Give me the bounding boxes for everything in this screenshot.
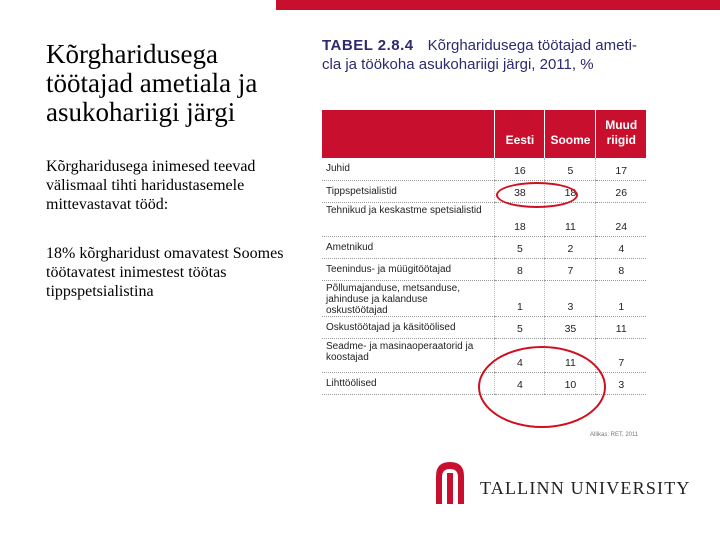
row-label: Teenindus- ja müügitöötajad bbox=[322, 258, 495, 280]
row-label: Põllumajanduse, metsanduse, jahinduse ja kalanduse oskustöötajad bbox=[322, 280, 495, 316]
table-caption: Kõrgharidusega töötajad ameti-cla ja töökoha asukohariigi järgi, 2011, % bbox=[322, 37, 637, 73]
cell-muud: 8 bbox=[596, 258, 646, 280]
row-label: Lihttöölised bbox=[322, 372, 495, 394]
cell-soome: 18 bbox=[545, 180, 596, 202]
table-row bbox=[322, 202, 646, 236]
slide-title: Kõrgharidusega töötajad ametiala ja asukohariigi järgi bbox=[46, 39, 258, 127]
table-row bbox=[322, 236, 646, 258]
row-label: Oskustöötajad ja käsitöölised bbox=[322, 316, 495, 338]
row-label: Tehnikud ja keskastme spetsialistid bbox=[322, 202, 495, 236]
paragraph-2: 18% kõrgharidust omavatest Soomes töötavatest inimestest töötas tippspetsialistina bbox=[46, 245, 284, 300]
logo-text: TALLINN UNIVERSITY bbox=[480, 478, 691, 498]
table-header-row bbox=[322, 110, 646, 158]
header-eesti: Eesti bbox=[495, 110, 545, 158]
table-row bbox=[322, 258, 646, 280]
header-muud-riigid: Muud riigid bbox=[596, 110, 646, 158]
tallinn-university-emblem-icon bbox=[432, 458, 468, 506]
university-logo bbox=[432, 458, 702, 508]
table-row bbox=[322, 316, 646, 338]
cell-muud: 17 bbox=[596, 158, 646, 180]
table-row bbox=[322, 280, 646, 316]
top-accent-bar bbox=[276, 0, 720, 10]
header-soome: Soome bbox=[545, 110, 596, 158]
cell-eesti: 16 bbox=[495, 158, 545, 180]
cell-muud: 24 bbox=[596, 202, 646, 236]
row-label: Tippspetsialistid bbox=[322, 180, 495, 202]
table-row bbox=[322, 180, 646, 202]
cell-muud: 11 bbox=[596, 316, 646, 338]
cell-muud: 4 bbox=[596, 236, 646, 258]
cell-soome: 3 bbox=[545, 280, 596, 316]
table-number: TABEL 2.8.4 bbox=[322, 37, 414, 54]
cell-eesti: 18 bbox=[495, 202, 545, 236]
text-column bbox=[46, 40, 296, 331]
cell-soome: 7 bbox=[545, 258, 596, 280]
cell-soome: 35 bbox=[545, 316, 596, 338]
cell-muud: 7 bbox=[596, 338, 646, 372]
cell-muud: 3 bbox=[596, 372, 646, 394]
cell-soome: 10 bbox=[545, 372, 596, 394]
cell-soome: 11 bbox=[545, 338, 596, 372]
cell-eesti: 38 bbox=[495, 180, 545, 202]
cell-soome: 5 bbox=[545, 158, 596, 180]
cell-eesti: 4 bbox=[495, 372, 545, 394]
row-label: Juhid bbox=[322, 158, 495, 180]
table-heading bbox=[322, 36, 652, 74]
cell-eesti: 4 bbox=[495, 338, 545, 372]
row-label: Ametnikud bbox=[322, 236, 495, 258]
cell-muud: 1 bbox=[596, 280, 646, 316]
table-source: Allikas: RET, 2011 bbox=[590, 432, 639, 438]
data-table bbox=[322, 110, 646, 395]
header-label-cell bbox=[322, 110, 495, 158]
table-row bbox=[322, 158, 646, 180]
highlight-circle-lower-rows bbox=[478, 346, 606, 428]
highlight-circle-tippspetsialistid bbox=[496, 182, 578, 208]
cell-soome: 11 bbox=[545, 202, 596, 236]
cell-eesti: 1 bbox=[495, 280, 545, 316]
cell-muud: 26 bbox=[596, 180, 646, 202]
cell-soome: 2 bbox=[545, 236, 596, 258]
cell-eesti: 5 bbox=[495, 316, 545, 338]
paragraph-1: Kõrgharidusega inimesed teevad välismaal tihti haridustasemele mittevastavat tööd: bbox=[46, 158, 256, 213]
row-label: Seadme- ja masinaoperaatorid ja koostajad bbox=[322, 338, 495, 372]
cell-eesti: 8 bbox=[495, 258, 545, 280]
cell-eesti: 5 bbox=[495, 236, 545, 258]
